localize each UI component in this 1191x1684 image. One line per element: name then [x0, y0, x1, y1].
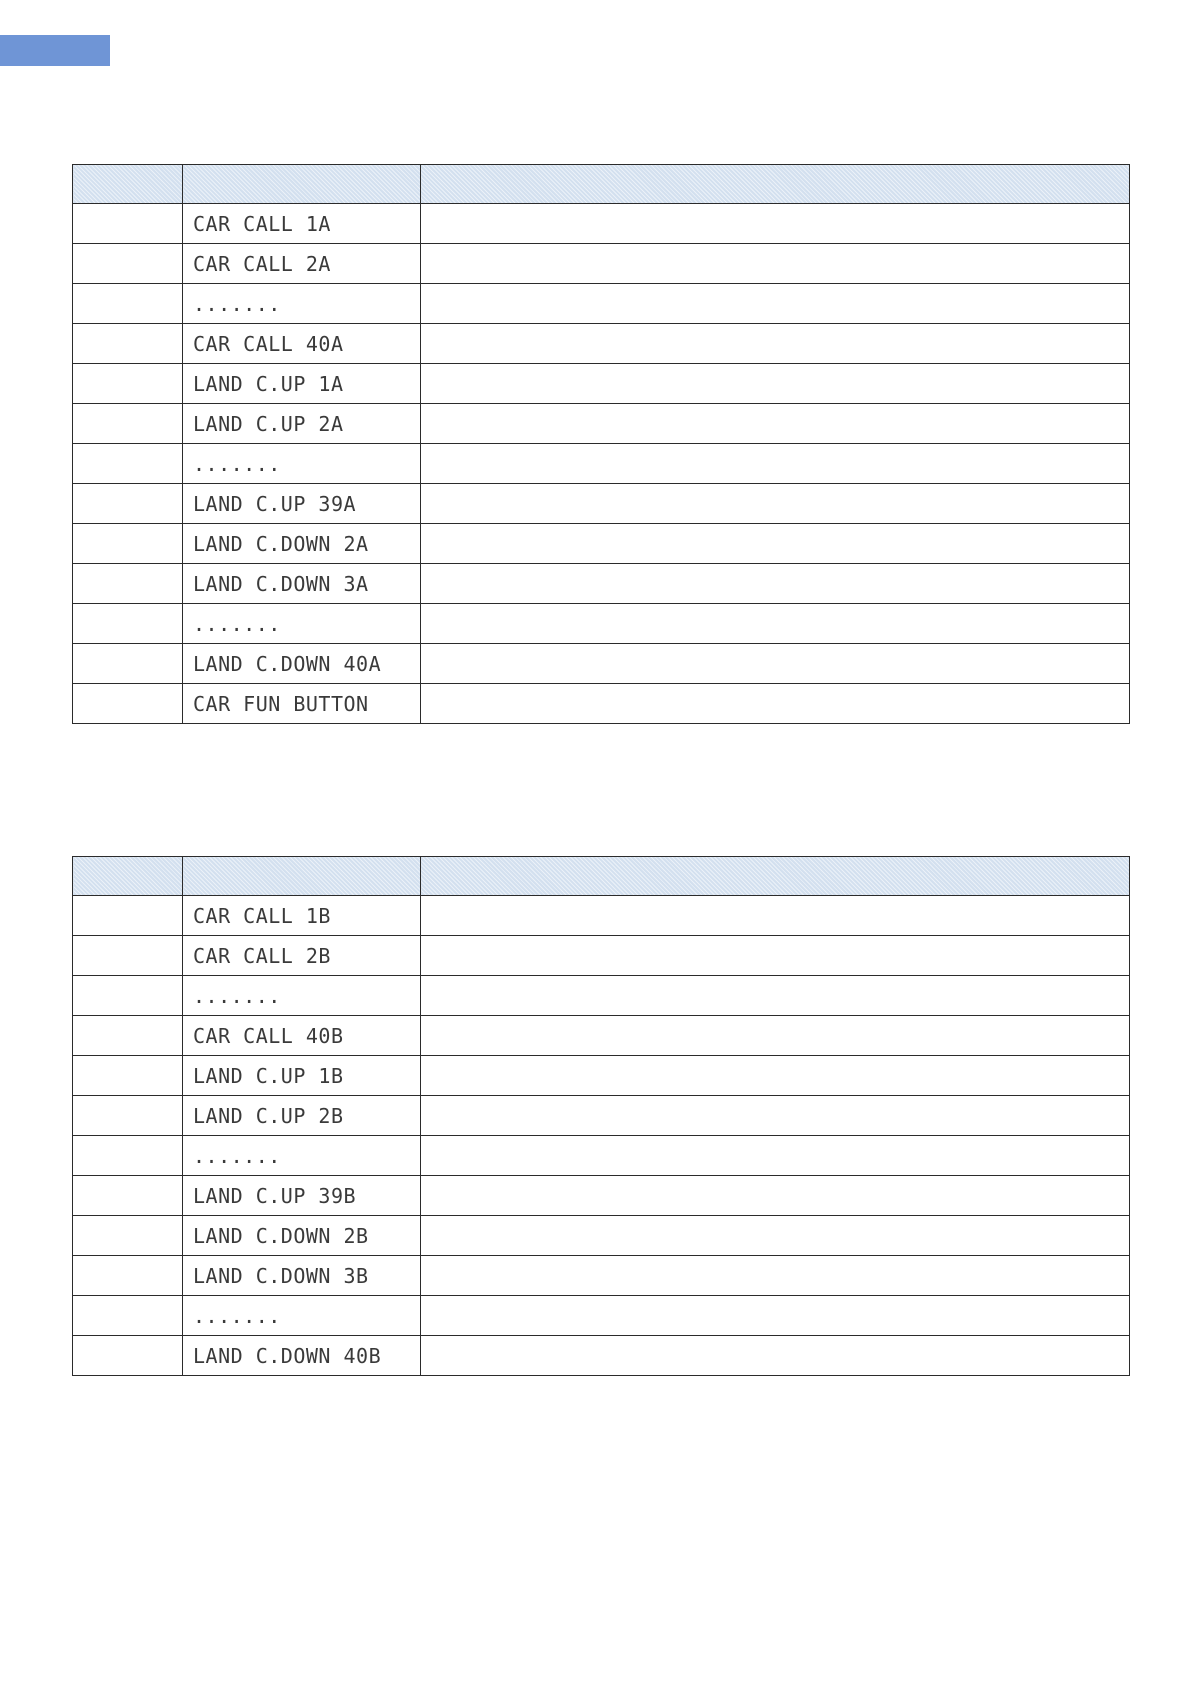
signal-name-cell: .......	[183, 604, 421, 644]
header-cell-2	[183, 165, 421, 204]
row-index-cell	[73, 364, 183, 404]
table-row	[73, 1136, 1130, 1176]
description-cell	[421, 1096, 1130, 1136]
row-index-cell	[73, 204, 183, 244]
signal-name-cell: LAND C.DOWN 40A	[183, 644, 421, 684]
table-header-row	[73, 857, 1130, 896]
row-index-cell	[73, 644, 183, 684]
table-row	[73, 1336, 1130, 1376]
signal-name-cell: LAND C.DOWN 2A	[183, 524, 421, 564]
row-index-cell	[73, 484, 183, 524]
signal-name-cell: CAR CALL 1B	[183, 896, 421, 936]
description-cell	[421, 1136, 1130, 1176]
description-cell	[421, 684, 1130, 724]
description-cell	[421, 896, 1130, 936]
description-cell	[421, 604, 1130, 644]
table-row	[73, 604, 1130, 644]
row-index-cell	[73, 936, 183, 976]
header-cell-3	[421, 857, 1130, 896]
table-row	[73, 1256, 1130, 1296]
signal-name-cell: CAR CALL 1A	[183, 204, 421, 244]
table-row	[73, 204, 1130, 244]
table-row	[73, 444, 1130, 484]
signal-name-cell: .......	[183, 444, 421, 484]
table-row	[73, 564, 1130, 604]
table-header-row	[73, 165, 1130, 204]
description-cell	[421, 976, 1130, 1016]
signal-name-cell: CAR CALL 40A	[183, 324, 421, 364]
header-cell-3	[421, 165, 1130, 204]
description-cell	[421, 484, 1130, 524]
description-cell	[421, 936, 1130, 976]
table-row	[73, 1296, 1130, 1336]
description-cell	[421, 1336, 1130, 1376]
description-cell	[421, 1256, 1130, 1296]
table-row	[73, 524, 1130, 564]
row-index-cell	[73, 444, 183, 484]
table-row	[73, 404, 1130, 444]
table-row	[73, 644, 1130, 684]
table-row	[73, 1056, 1130, 1096]
signal-table-a	[72, 164, 1130, 724]
row-index-cell	[73, 1096, 183, 1136]
row-index-cell	[73, 324, 183, 364]
row-index-cell	[73, 404, 183, 444]
row-index-cell	[73, 1136, 183, 1176]
table-row	[73, 1016, 1130, 1056]
description-cell	[421, 644, 1130, 684]
signal-name-cell: CAR FUN BUTTON	[183, 684, 421, 724]
row-index-cell	[73, 896, 183, 936]
description-cell	[421, 1216, 1130, 1256]
description-cell	[421, 1176, 1130, 1216]
table-row	[73, 1216, 1130, 1256]
signal-name-cell: LAND C.UP 2A	[183, 404, 421, 444]
row-index-cell	[73, 1296, 183, 1336]
table-row	[73, 324, 1130, 364]
table-row	[73, 976, 1130, 1016]
description-cell	[421, 524, 1130, 564]
signal-name-cell: LAND C.DOWN 40B	[183, 1336, 421, 1376]
description-cell	[421, 364, 1130, 404]
signal-name-cell: LAND C.UP 1A	[183, 364, 421, 404]
table-row	[73, 684, 1130, 724]
signal-table-b	[72, 856, 1130, 1376]
row-index-cell	[73, 1216, 183, 1256]
description-cell	[421, 324, 1130, 364]
signal-name-cell: .......	[183, 1296, 421, 1336]
table-row	[73, 1096, 1130, 1136]
header-cell-2	[183, 857, 421, 896]
signal-name-cell: LAND C.DOWN 3B	[183, 1256, 421, 1296]
row-index-cell	[73, 524, 183, 564]
row-index-cell	[73, 564, 183, 604]
signal-name-cell: .......	[183, 976, 421, 1016]
description-cell	[421, 444, 1130, 484]
corner-tab-marker	[0, 35, 110, 66]
header-cell-1	[73, 857, 183, 896]
header-cell-1	[73, 165, 183, 204]
table-row	[73, 244, 1130, 284]
row-index-cell	[73, 684, 183, 724]
row-index-cell	[73, 604, 183, 644]
signal-name-cell: .......	[183, 284, 421, 324]
signal-name-cell: LAND C.UP 39A	[183, 484, 421, 524]
table-row	[73, 284, 1130, 324]
description-cell	[421, 1016, 1130, 1056]
description-cell	[421, 564, 1130, 604]
description-cell	[421, 244, 1130, 284]
row-index-cell	[73, 1256, 183, 1296]
signal-name-cell: CAR CALL 2A	[183, 244, 421, 284]
row-index-cell	[73, 284, 183, 324]
description-cell	[421, 204, 1130, 244]
description-cell	[421, 404, 1130, 444]
signal-name-cell: LAND C.DOWN 3A	[183, 564, 421, 604]
signal-name-cell: CAR CALL 40B	[183, 1016, 421, 1056]
signal-name-cell: LAND C.UP 39B	[183, 1176, 421, 1216]
row-index-cell	[73, 976, 183, 1016]
description-cell	[421, 1056, 1130, 1096]
row-index-cell	[73, 244, 183, 284]
row-index-cell	[73, 1056, 183, 1096]
signal-name-cell: LAND C.UP 2B	[183, 1096, 421, 1136]
signal-name-cell: CAR CALL 2B	[183, 936, 421, 976]
row-index-cell	[73, 1016, 183, 1056]
table-row	[73, 896, 1130, 936]
signal-name-cell: LAND C.UP 1B	[183, 1056, 421, 1096]
description-cell	[421, 284, 1130, 324]
table-row	[73, 364, 1130, 404]
signal-name-cell: .......	[183, 1136, 421, 1176]
row-index-cell	[73, 1176, 183, 1216]
row-index-cell	[73, 1336, 183, 1376]
description-cell	[421, 1296, 1130, 1336]
table-row	[73, 936, 1130, 976]
signal-name-cell: LAND C.DOWN 2B	[183, 1216, 421, 1256]
table-row	[73, 484, 1130, 524]
table-row	[73, 1176, 1130, 1216]
